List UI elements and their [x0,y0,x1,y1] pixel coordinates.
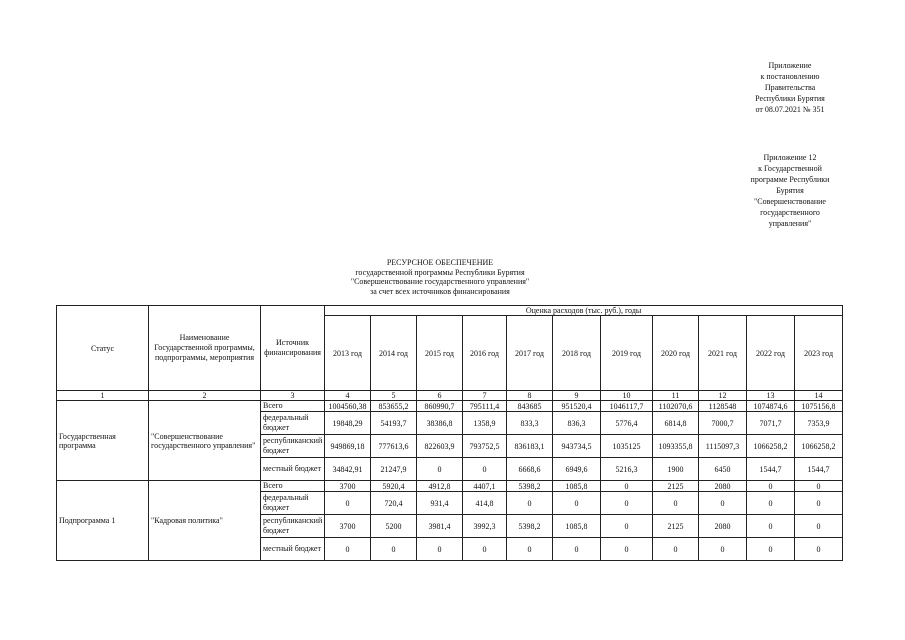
row-source: местный бюджет [261,538,325,561]
value-cell: 0 [795,481,843,492]
value-cell: 833,3 [507,412,553,435]
value-cell: 6668,6 [507,458,553,481]
value-cell: 5398,2 [507,515,553,538]
row-source: федеральный бюджет [261,412,325,435]
value-cell: 0 [601,515,653,538]
value-cell: 1066258,2 [795,435,843,458]
value-cell: 7071,7 [747,412,795,435]
column-number: 3 [261,391,325,401]
column-number: 14 [795,391,843,401]
title-line: государственной программы Республики Бурятия [355,267,525,277]
header-status: Статус [57,306,149,391]
value-cell: 1544,7 [747,458,795,481]
title-line: РЕСУРСНОЕ ОБЕСПЕЧЕНИЕ [386,258,494,267]
column-number: 6 [417,391,463,401]
value-cell: 5216,3 [601,458,653,481]
value-cell: 2125 [653,481,699,492]
value-cell: 7000,7 [699,412,747,435]
value-cell: 822603,9 [417,435,463,458]
title-line: за счет всех источников финансирования [370,286,510,296]
value-cell: 0 [601,538,653,561]
value-cell: 1358,9 [463,412,507,435]
value-cell: 2080 [699,515,747,538]
value-cell: 0 [463,538,507,561]
header-year: 2022 год [747,316,795,391]
table-row [57,401,843,412]
value-cell: 0 [747,538,795,561]
value-cell: 931,4 [417,492,463,515]
value-cell: 0 [325,538,371,561]
column-number: 13 [747,391,795,401]
appendix-line: Правительства [764,83,816,92]
value-cell: 720,4 [371,492,417,515]
value-cell: 0 [653,492,699,515]
appendix-line: "Совершенствование [754,197,826,206]
row-status: Подпрограмма 1 [57,481,149,561]
value-cell: 5200 [371,515,417,538]
value-cell: 1075156,8 [795,401,843,412]
value-cell: 0 [795,492,843,515]
appendix-line: Республики Бурятия [755,94,825,103]
value-cell: 1128548 [699,401,747,412]
appendix-line: Бурятия [776,186,804,195]
header-year: 2019 год [601,316,653,391]
document-title [230,258,650,296]
value-cell: 6949,6 [553,458,601,481]
value-cell: 1544,7 [795,458,843,481]
column-number: 7 [463,391,507,401]
value-cell: 21247,9 [371,458,417,481]
value-cell: 0 [795,515,843,538]
value-cell: 7353,9 [795,412,843,435]
column-number: 2 [149,391,261,401]
header-year: 2013 год [325,316,371,391]
value-cell: 1093355,8 [653,435,699,458]
header-year: 2020 год [653,316,699,391]
value-cell: 0 [507,538,553,561]
value-cell: 1085,8 [553,481,601,492]
appendix-line: управления" [768,219,812,228]
appendix-decree [720,60,860,115]
value-cell: 34842,91 [325,458,371,481]
value-cell: 1900 [653,458,699,481]
header-year: 2014 год [371,316,417,391]
value-cell: 0 [371,538,417,561]
header-year: 2016 год [463,316,507,391]
header-year: 2023 год [795,316,843,391]
value-cell: 1115097,3 [699,435,747,458]
value-cell: 0 [795,538,843,561]
column-number: 10 [601,391,653,401]
value-cell: 0 [325,492,371,515]
value-cell: 843685 [507,401,553,412]
value-cell: 54193,7 [371,412,417,435]
value-cell: 2125 [653,515,699,538]
header-year: 2018 год [553,316,601,391]
column-number: 5 [371,391,417,401]
header-year: 2017 год [507,316,553,391]
value-cell: 795111,4 [463,401,507,412]
row-status: Государственная программа [57,401,149,481]
column-number: 4 [325,391,371,401]
value-cell: 1035125 [601,435,653,458]
value-cell: 0 [601,492,653,515]
value-cell: 1074874,6 [747,401,795,412]
value-cell: 3992,3 [463,515,507,538]
value-cell: 836183,1 [507,435,553,458]
value-cell: 5920,4 [371,481,417,492]
row-source: местный бюджет [261,458,325,481]
value-cell: 1004560,38 [325,401,371,412]
appendix-line: к Государственной [758,164,822,173]
appendix-line: от 08.07.2021 № 351 [755,105,825,114]
row-name: "Кадровая политика" [149,481,261,561]
table-row [57,481,843,492]
value-cell: 0 [653,538,699,561]
value-cell: 5398,2 [507,481,553,492]
resource-table [56,305,843,561]
value-cell: 853655,2 [371,401,417,412]
value-cell: 0 [601,481,653,492]
row-source: республиканский бюджет [261,435,325,458]
value-cell: 1066258,2 [747,435,795,458]
value-cell: 6814,8 [653,412,699,435]
value-cell: 6450 [699,458,747,481]
value-cell: 836,3 [553,412,601,435]
row-source: республиканский бюджет [261,515,325,538]
value-cell: 0 [699,492,747,515]
appendix-line: Приложение [768,61,812,70]
value-cell: 38386,8 [417,412,463,435]
value-cell: 860990,7 [417,401,463,412]
value-cell: 0 [553,492,601,515]
value-cell: 793752,5 [463,435,507,458]
header-name: Наименование Государственной программы, подпрограммы, мероприятия [149,306,261,391]
value-cell: 2080 [699,481,747,492]
appendix-line: Приложение 12 [763,153,817,162]
value-cell: 5776,4 [601,412,653,435]
value-cell: 1085,8 [553,515,601,538]
value-cell: 943734,5 [553,435,601,458]
row-source: федеральный бюджет [261,492,325,515]
value-cell: 777613,6 [371,435,417,458]
value-cell: 949869,18 [325,435,371,458]
value-cell: 951520,4 [553,401,601,412]
header-year: 2015 год [417,316,463,391]
column-number: 11 [653,391,699,401]
row-source: Всего [261,401,325,412]
appendix-line: программе Республики [750,175,830,184]
column-number: 9 [553,391,601,401]
appendix-line: к постановлению [760,72,820,81]
header-source: Источник финансирования [261,306,325,391]
value-cell: 0 [463,458,507,481]
value-cell: 414,8 [463,492,507,515]
value-cell: 3700 [325,515,371,538]
value-cell: 0 [747,515,795,538]
column-number: 1 [57,391,149,401]
title-line: "Совершенствование государственного управления" [350,277,530,286]
column-number: 12 [699,391,747,401]
value-cell: 0 [553,538,601,561]
value-cell: 0 [747,492,795,515]
value-cell: 0 [507,492,553,515]
value-cell: 4407,1 [463,481,507,492]
appendix-program [720,152,860,229]
appendix-line: государственного [760,208,820,217]
value-cell: 0 [699,538,747,561]
value-cell: 0 [417,538,463,561]
value-cell: 3700 [325,481,371,492]
value-cell: 0 [417,458,463,481]
value-cell: 19848,29 [325,412,371,435]
value-cell: 4912,8 [417,481,463,492]
row-source: Всего [261,481,325,492]
value-cell: 3981,4 [417,515,463,538]
value-cell: 1102070,6 [653,401,699,412]
value-cell: 0 [747,481,795,492]
row-name: "Совершенствование государственного управления" [149,401,261,481]
column-number: 8 [507,391,553,401]
header-year: 2021 год [699,316,747,391]
header-estimate: Оценка расходов (тыс. руб.), годы [325,306,843,316]
value-cell: 1046117,7 [601,401,653,412]
